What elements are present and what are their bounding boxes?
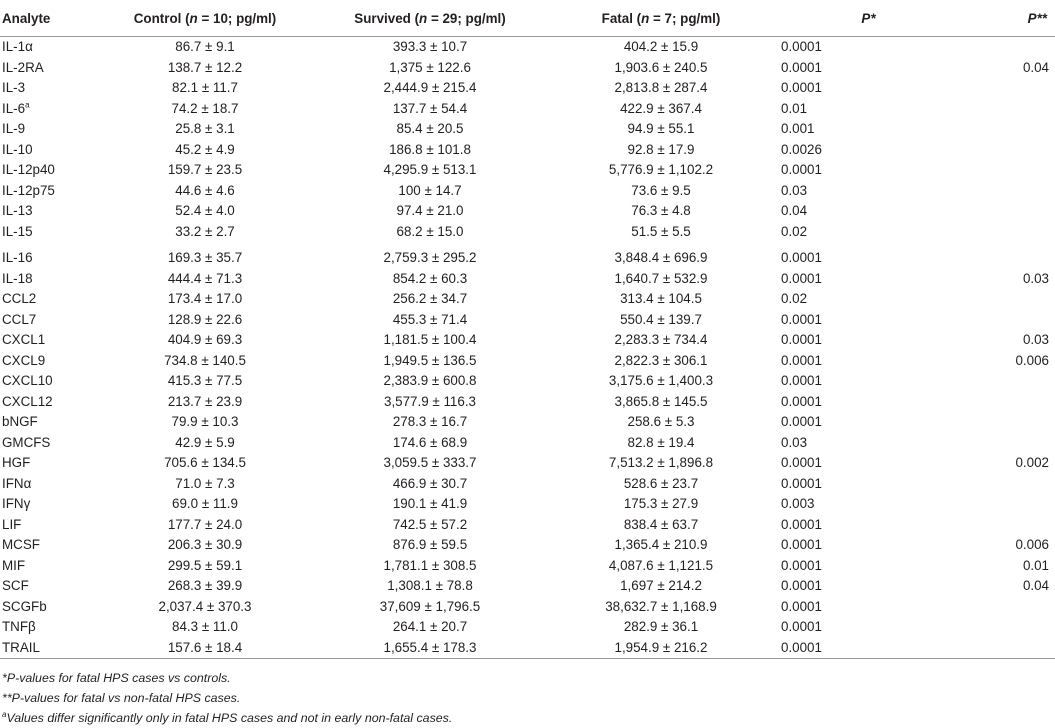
cell-control: 159.7 ± 23.5 xyxy=(167,162,243,177)
header-p1: P* xyxy=(772,0,965,37)
cell-control: 157.6 ± 18.4 xyxy=(100,638,310,659)
cell-fatal: 94.9 ± 55.1 xyxy=(627,121,695,136)
cell-fatal: 76.3 ± 4.8 xyxy=(631,203,691,218)
cell-fatal: 7,513.2 ± 1,896.8 xyxy=(608,455,714,470)
cell-p2 xyxy=(965,371,1055,392)
cell-analyte: CXCL9 xyxy=(2,352,46,368)
cell-analyte: MCSF xyxy=(2,537,40,552)
cell-p2 xyxy=(965,433,1055,454)
cell-p1: 0.04 xyxy=(781,203,808,218)
table-row xyxy=(0,310,1055,331)
cell-analyte: IL-18 xyxy=(2,270,33,286)
cell-p2 xyxy=(965,99,1055,120)
cell-p1: 0.02 xyxy=(781,223,808,239)
table-row xyxy=(0,99,1055,120)
table-row xyxy=(0,160,1055,181)
cell-fatal: 82.8 ± 19.4 xyxy=(627,434,695,450)
cell-fatal: 313.4 ± 104.5 xyxy=(620,291,702,306)
cell-analyte: IL-16 xyxy=(2,250,33,265)
cell-control: 128.9 ± 22.6 xyxy=(167,311,243,327)
cell-control: 84.3 ± 11.0 xyxy=(172,619,238,634)
cell-fatal: 38,632.7 ± 1,168.9 xyxy=(605,598,717,614)
cell-p2: 0.03 xyxy=(1022,270,1049,286)
cell-control: 71.0 ± 7.3 xyxy=(175,475,235,491)
cell-survived: 174.6 ± 68.9 xyxy=(392,434,468,450)
cell-fatal: 550.4 ± 139.7 xyxy=(620,311,702,327)
cell-p1: 0.0001 xyxy=(781,557,822,573)
cell-survived: 455.3 ± 71.4 xyxy=(392,311,468,327)
cell-p2: 0.03 xyxy=(1022,332,1049,347)
cell-p2 xyxy=(965,474,1055,495)
footnote-2: **P-values for fatal vs non-fatal HPS cases. xyxy=(2,691,241,705)
cell-survived: 876.9 ± 59.5 xyxy=(392,537,468,552)
cell-analyte: GMCFS xyxy=(2,434,51,450)
cell-survived: 1,949.5 ± 136.5 xyxy=(383,352,477,368)
cell-p1: 0.02 xyxy=(781,291,808,306)
table-row xyxy=(0,535,1055,556)
cell-control: 705.6 ± 134.5 xyxy=(164,455,246,470)
cell-fatal: 5,776.9 ± 1,102.2 xyxy=(608,162,714,177)
cell-control: 79.9 ± 10.3 xyxy=(171,414,239,429)
cell-p1: 0.0001 xyxy=(781,373,822,388)
table-row xyxy=(0,78,1055,99)
cell-control: 444.4 ± 71.3 xyxy=(167,270,243,286)
cell-fatal: 422.9 ± 367.4 xyxy=(620,100,702,116)
cell-analyte: IL-10 xyxy=(2,141,33,157)
header-row xyxy=(0,0,1055,37)
cell-fatal: 404.2 ± 15.9 xyxy=(623,39,699,54)
table-row xyxy=(0,494,1055,515)
cell-fatal: 51.5 ± 5.5 xyxy=(631,223,691,239)
cell-p2 xyxy=(965,515,1055,536)
table-row xyxy=(0,330,1055,351)
cell-p2: 0.006 xyxy=(1015,352,1049,368)
footnote-1: *P-values for fatal HPS cases vs controls. xyxy=(2,671,231,685)
footnote-3-marker: a xyxy=(2,709,7,719)
cell-analyte: CXCL12 xyxy=(2,393,53,409)
cell-p2: 0.006 xyxy=(1015,537,1049,552)
cell-fatal: 1,640.7 ± 532.9 xyxy=(614,270,708,286)
cell-fatal: 3,175.6 ± 1,400.3 xyxy=(608,373,714,388)
footnotes xyxy=(0,668,1055,728)
cell-fatal: 528.6 ± 23.7 xyxy=(623,475,699,491)
cell-survived: 278.3 ± 16.7 xyxy=(392,414,468,429)
table-row xyxy=(0,181,1055,202)
cell-p1: 0.003 xyxy=(781,496,815,511)
table-row xyxy=(0,58,1055,79)
cell-control: 299.5 ± 59.1 xyxy=(167,557,243,573)
cell-analyte: SCGFb xyxy=(2,598,47,614)
cell-control: 268.3 ± 39.9 xyxy=(167,578,243,593)
cell-analyte: MIF xyxy=(2,557,26,573)
header-fatal: Fatal (n = 7; pg/ml) xyxy=(550,0,772,37)
cell-p1: 0.0001 xyxy=(781,516,822,532)
header-analyte: Analyte xyxy=(0,0,100,37)
cell-control: 82.1 ± 11.7 xyxy=(172,80,238,95)
cell-analyte: TRAIL xyxy=(0,638,100,659)
cell-control: 33.2 ± 2.7 xyxy=(175,223,235,239)
cell-survived: 97.4 ± 21.0 xyxy=(396,203,464,218)
cell-p1: 0.0001 xyxy=(781,162,822,177)
cell-survived: 2,759.3 ± 295.2 xyxy=(383,250,477,265)
cell-p1: 0.0026 xyxy=(781,141,822,157)
table-row xyxy=(0,412,1055,433)
cell-analyte: IL-12p75 xyxy=(2,182,55,198)
cell-control: 45.2 ± 4.9 xyxy=(175,141,235,157)
cell-control: 138.7 ± 12.2 xyxy=(167,59,243,75)
table-row xyxy=(0,248,1055,269)
cell-survived: 264.1 ± 20.7 xyxy=(392,619,468,634)
cell-analyte: IL-9 xyxy=(2,121,26,136)
analyte-footnote-marker: a xyxy=(25,100,30,110)
cell-p2 xyxy=(965,638,1055,659)
cell-survived: 2,444.9 ± 215.4 xyxy=(383,80,477,95)
cell-p2 xyxy=(965,597,1055,618)
cell-p2 xyxy=(965,412,1055,433)
cell-p1: 0.0001 xyxy=(781,598,822,614)
cell-control: 206.3 ± 30.9 xyxy=(167,537,243,552)
cell-analyte: LIF xyxy=(2,516,22,532)
cell-analyte: IL-1α xyxy=(2,39,33,54)
cell-fatal: 4,087.6 ± 1,121.5 xyxy=(608,557,714,573)
table-body xyxy=(0,37,1055,659)
header-control: Control (n = 10; pg/ml) xyxy=(100,0,310,37)
cell-p1: 0.0001 xyxy=(781,455,822,470)
cell-p1: 0.0001 xyxy=(781,619,822,634)
table-row xyxy=(0,119,1055,140)
cell-control: 44.6 ± 4.6 xyxy=(175,182,235,198)
table-row xyxy=(0,201,1055,222)
footnote-3: $^a$Values differ significantly only in fatal HPS cases and not in early non-fatal cases. xyxy=(2,709,453,725)
cell-survived: 186.8 ± 101.8 xyxy=(389,141,471,157)
cell-p2 xyxy=(965,617,1055,638)
cell-control: 169.3 ± 35.7 xyxy=(167,250,243,265)
cell-fatal: 1,365.4 ± 210.9 xyxy=(614,537,708,552)
cell-control: 404.9 ± 69.3 xyxy=(167,332,243,347)
cell-p1: 0.03 xyxy=(781,434,808,450)
table-row xyxy=(0,617,1055,638)
cell-survived: 4,295.9 ± 513.1 xyxy=(383,162,477,177)
cell-p2 xyxy=(965,392,1055,413)
cell-survived: 85.4 ± 20.5 xyxy=(396,121,464,136)
cell-survived: 256.2 ± 34.7 xyxy=(392,291,468,306)
cell-control: 42.9 ± 5.9 xyxy=(175,434,235,450)
cell-p1: 0.0001 xyxy=(781,332,822,347)
table-row xyxy=(0,576,1055,597)
table-row xyxy=(0,351,1055,372)
cell-survived: 68.2 ± 15.0 xyxy=(396,223,464,239)
cell-survived: 137.7 ± 54.4 xyxy=(392,100,468,116)
cell-p1: 0.0001 xyxy=(781,393,822,409)
cell-analyte: CXCL10 xyxy=(2,373,53,388)
table-row xyxy=(0,597,1055,618)
cell-analyte: bNGF xyxy=(2,414,38,429)
cell-p2 xyxy=(965,222,1055,243)
cell-survived: 100 ± 14.7 xyxy=(398,182,462,198)
cell-p1: 0.0001 xyxy=(781,270,822,286)
cell-fatal: 258.6 ± 5.3 xyxy=(627,414,695,429)
cell-control: 734.8 ± 140.5 xyxy=(164,352,246,368)
cell-survived: 37,609 ± 1,796.5 xyxy=(379,598,481,614)
cell-analyte: CXCL1 xyxy=(2,332,46,347)
cell-control: 415.3 ± 77.5 xyxy=(167,373,243,388)
cell-fatal: 1,954.9 ± 216.2 xyxy=(550,638,772,659)
cell-survived: 1,655.4 ± 178.3 xyxy=(310,638,550,659)
cell-fatal: 3,865.8 ± 145.5 xyxy=(614,393,708,409)
cell-fatal: 2,813.8 ± 287.4 xyxy=(614,80,708,95)
cell-survived: 854.2 ± 60.3 xyxy=(392,270,468,286)
cell-p2: 0.04 xyxy=(1022,578,1049,593)
cell-fatal: 2,822.3 ± 306.1 xyxy=(614,352,708,368)
cell-analyte: IL-13 xyxy=(2,203,33,218)
cell-survived: 1,308.1 ± 78.8 xyxy=(387,578,473,593)
table-row xyxy=(0,433,1055,454)
cell-control: 69.0 ± 11.9 xyxy=(172,496,238,511)
cell-fatal: 73.6 ± 9.5 xyxy=(631,182,691,198)
table-row xyxy=(0,140,1055,161)
cell-fatal: 1,697 ± 214.2 xyxy=(620,578,702,593)
cell-survived: 466.9 ± 30.7 xyxy=(392,475,468,491)
cell-survived: 2,383.9 ± 600.8 xyxy=(383,373,477,388)
table-row xyxy=(0,638,1055,659)
cell-analyte: CCL2 xyxy=(2,291,37,306)
cell-p1: 0.0001 xyxy=(781,475,822,491)
cell-p1: 0.0001 xyxy=(781,250,822,265)
cell-p2 xyxy=(965,37,1055,58)
cell-p1: 0.0001 xyxy=(781,578,822,593)
table-row xyxy=(0,556,1055,577)
cell-analyte: IL-12p40 xyxy=(2,162,55,177)
cell-p2 xyxy=(965,181,1055,202)
cell-p2: 0.002 xyxy=(1015,455,1049,470)
cell-survived: 3,577.9 ± 116.3 xyxy=(384,393,476,409)
cell-control: 177.7 ± 24.0 xyxy=(167,516,243,532)
cell-p2: 0.01 xyxy=(1022,557,1049,573)
table-row xyxy=(0,289,1055,310)
cell-control: 173.4 ± 17.0 xyxy=(167,291,243,306)
header-p2: P** xyxy=(965,0,1055,37)
cell-control: 25.8 ± 3.1 xyxy=(175,121,235,136)
cell-p2 xyxy=(965,248,1055,269)
cell-survived: 1,781.1 ± 308.5 xyxy=(383,557,477,573)
cell-survived: 1,375 ± 122.6 xyxy=(389,59,471,75)
table-row xyxy=(0,453,1055,474)
cell-analyte: IFNγ xyxy=(2,496,31,511)
cell-fatal: 92.8 ± 17.9 xyxy=(627,141,695,157)
cell-fatal: 3,848.4 ± 696.9 xyxy=(614,250,708,265)
cell-p2 xyxy=(965,310,1055,331)
cell-survived: 393.3 ± 10.7 xyxy=(392,39,468,54)
table-row xyxy=(0,222,1055,243)
cell-fatal: 1,903.6 ± 240.5 xyxy=(614,59,708,75)
cell-control: 213.7 ± 23.9 xyxy=(167,393,243,409)
cell-p2 xyxy=(965,78,1055,99)
cell-analyte: TNFβ xyxy=(2,619,36,634)
cell-p1: 0.001 xyxy=(781,121,815,136)
cell-analyte: IL-3 xyxy=(2,80,26,95)
cell-p1: 0.0001 xyxy=(781,537,822,552)
table-row xyxy=(0,515,1055,536)
header-survived: Survived (n = 29; pg/ml) xyxy=(310,0,550,37)
cell-analyte: HGF xyxy=(2,455,31,470)
cell-p1: 0.0001 xyxy=(781,39,822,54)
cell-p2 xyxy=(965,140,1055,161)
cell-control: 86.7 ± 9.1 xyxy=(175,39,235,54)
cell-analyte: CCL7 xyxy=(2,311,37,327)
cell-fatal: 282.9 ± 36.1 xyxy=(623,619,699,634)
cell-survived: 742.5 ± 57.2 xyxy=(392,516,468,532)
cell-p2 xyxy=(965,201,1055,222)
cell-p1: 0.01 xyxy=(781,100,808,116)
cell-fatal: 838.4 ± 63.7 xyxy=(623,516,699,532)
cell-p1: 0.0001 xyxy=(772,638,965,659)
cell-p2: 0.04 xyxy=(1022,59,1049,75)
table-row xyxy=(0,37,1055,58)
cell-p2 xyxy=(965,160,1055,181)
cell-control: 52.4 ± 4.0 xyxy=(175,203,235,218)
cell-control: 2,037.4 ± 370.3 xyxy=(158,598,252,614)
table-row xyxy=(0,269,1055,290)
cell-p2 xyxy=(965,119,1055,140)
cell-p2 xyxy=(965,289,1055,310)
table-row xyxy=(0,474,1055,495)
cell-p1: 0.0001 xyxy=(781,414,822,429)
cell-analyte: IL-15 xyxy=(2,223,33,239)
cell-analyte: SCF xyxy=(2,578,29,593)
cell-analyte: IL-6$^a$ xyxy=(2,100,30,116)
cell-p1: 0.0001 xyxy=(781,352,822,368)
table-row xyxy=(0,371,1055,392)
cell-p1: 0.0001 xyxy=(781,59,822,75)
cell-analyte: IFNα xyxy=(2,475,32,491)
cell-p1: 0.0001 xyxy=(781,80,822,95)
cell-p2 xyxy=(965,494,1055,515)
cell-survived: 1,181.5 ± 100.4 xyxy=(383,332,477,347)
cell-survived: 190.1 ± 41.9 xyxy=(392,496,468,511)
cell-p1: 0.03 xyxy=(781,182,808,198)
cell-fatal: 175.3 ± 27.9 xyxy=(623,496,699,511)
cell-p1: 0.0001 xyxy=(781,311,822,327)
cell-control: 74.2 ± 18.7 xyxy=(171,100,239,116)
cell-fatal: 2,283.3 ± 734.4 xyxy=(614,332,708,347)
cell-survived: 3,059.5 ± 333.7 xyxy=(383,455,477,470)
cell-analyte: IL-2RA xyxy=(2,59,44,75)
table-row xyxy=(0,392,1055,413)
